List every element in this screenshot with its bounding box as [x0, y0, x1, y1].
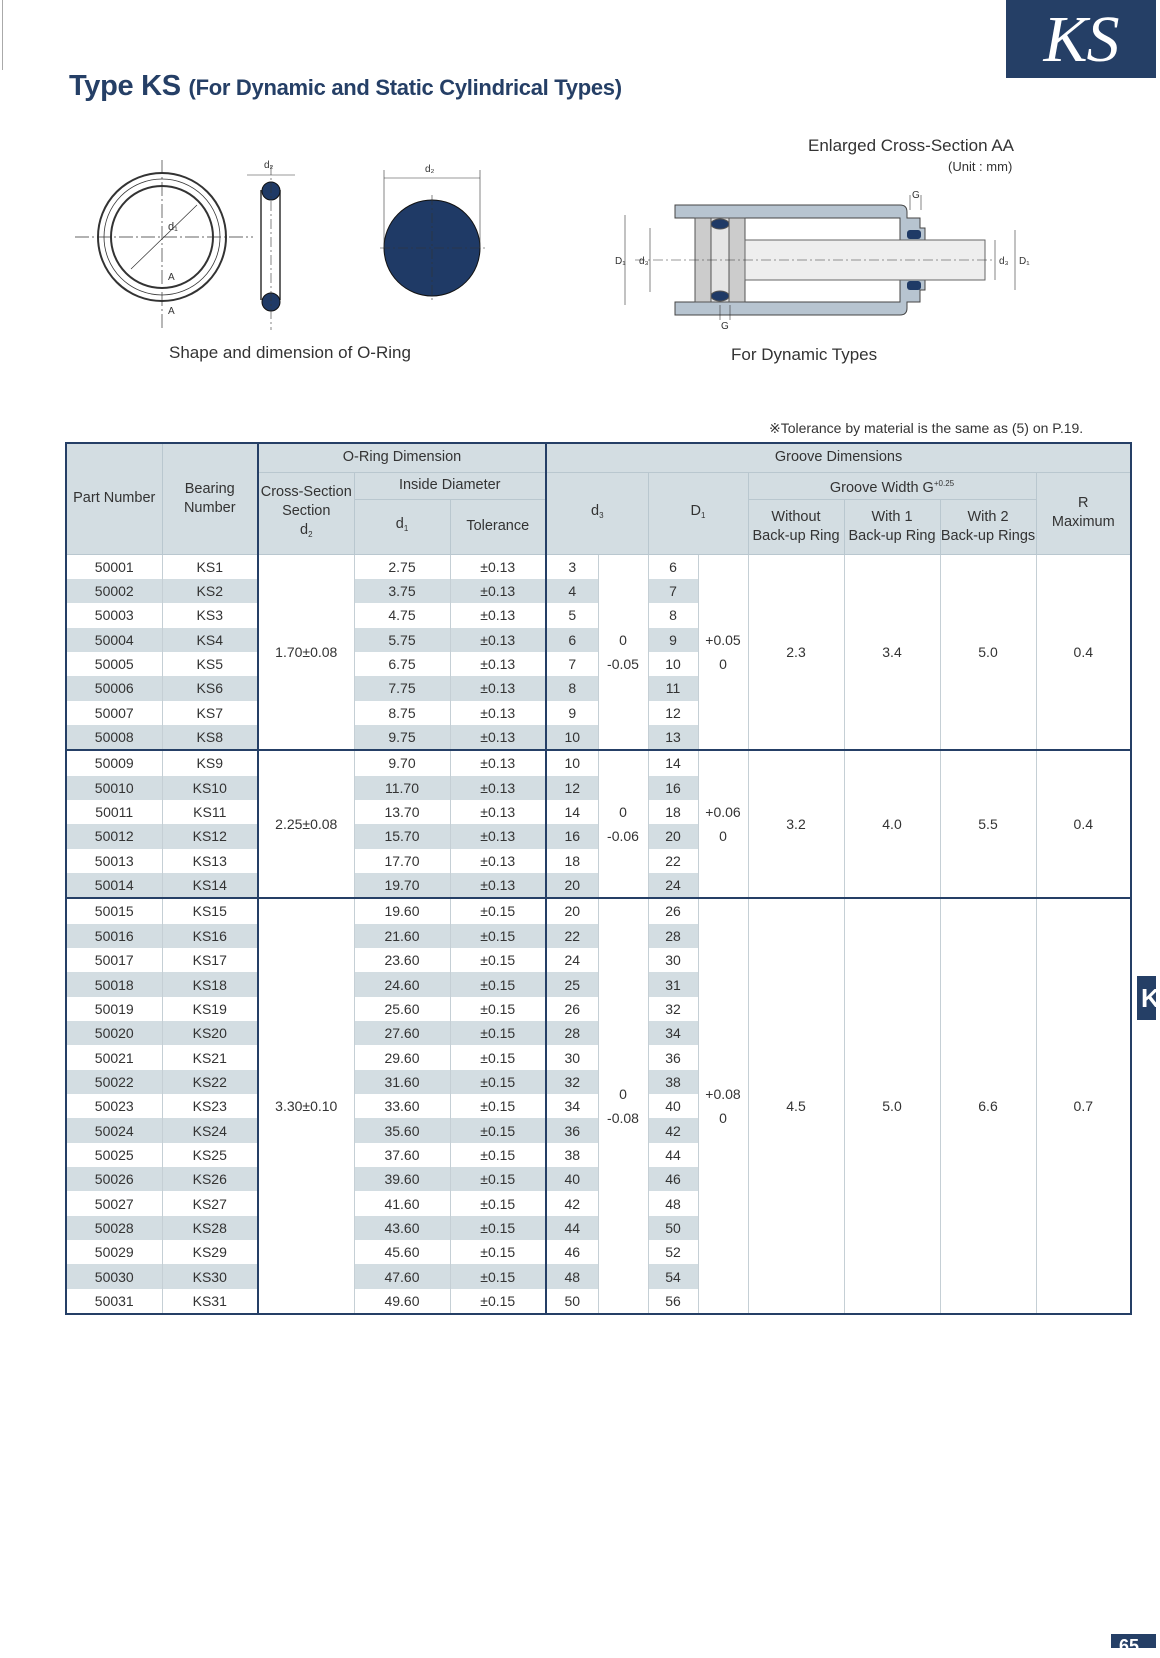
part-number-cell: 50029	[66, 1240, 162, 1264]
bearing-number-cell: KS16	[162, 924, 258, 948]
d3-tol-upper: 0	[619, 804, 627, 821]
d3-cell: 10	[546, 725, 598, 750]
D1-cell: 24	[648, 873, 698, 898]
tolerance-cell: ±0.15	[450, 1143, 546, 1167]
header-part-number: Part Number	[66, 443, 162, 554]
part-number-cell: 50024	[66, 1118, 162, 1142]
part-number-cell: 50021	[66, 1045, 162, 1069]
D1-cell: 54	[648, 1264, 698, 1288]
groove-with1-backup-cell: 4.0	[844, 750, 940, 898]
groove-with2-backup-cell: 5.5	[940, 750, 1036, 898]
D1-cell: 56	[648, 1289, 698, 1314]
d3-cell: 20	[546, 873, 598, 898]
tolerance-cell: ±0.13	[450, 776, 546, 800]
d3-cell: 44	[546, 1216, 598, 1240]
tolerance-cell: ±0.15	[450, 1289, 546, 1314]
table-row	[66, 898, 1131, 923]
d1-cell: 2.75	[354, 554, 450, 579]
D1-cell: 42	[648, 1118, 698, 1142]
d3-cell: 9	[546, 701, 598, 725]
d1-cell: 8.75	[354, 701, 450, 725]
part-number-cell: 50028	[66, 1216, 162, 1240]
bearing-number-cell: KS27	[162, 1191, 258, 1215]
D1-cell: 46	[648, 1167, 698, 1191]
part-number-cell: 50002	[66, 579, 162, 603]
part-number-cell: 50018	[66, 972, 162, 996]
d1-cell: 9.75	[354, 725, 450, 750]
part-number-cell: 50017	[66, 948, 162, 972]
d1-cell: 33.60	[354, 1094, 450, 1118]
d3-tolerance-cell	[598, 554, 648, 750]
d3-cell: 14	[546, 800, 598, 824]
tolerance-cell: ±0.13	[450, 579, 546, 603]
d3-cell: 34	[546, 1094, 598, 1118]
d1-cell: 5.75	[354, 628, 450, 652]
bearing-number-cell: KS13	[162, 849, 258, 873]
tolerance-cell: ±0.13	[450, 800, 546, 824]
d3-cell: 28	[546, 1021, 598, 1045]
d3-cell: 3	[546, 554, 598, 579]
bearing-number-cell: KS17	[162, 948, 258, 972]
bearing-number-cell: KS11	[162, 800, 258, 824]
bearing-number-cell: KS4	[162, 628, 258, 652]
bearing-number-cell: KS31	[162, 1289, 258, 1314]
tolerance-cell: ±0.15	[450, 1216, 546, 1240]
D1-cell: 32	[648, 997, 698, 1021]
svg-text:A: A	[168, 306, 175, 317]
header-with2-backup: With 2 Back-up Rings	[940, 499, 1036, 554]
d1-cell: 24.60	[354, 972, 450, 996]
d3-cell: 12	[546, 776, 598, 800]
part-number-cell: 50022	[66, 1070, 162, 1094]
cross-section-cell: 2.25±0.08	[258, 750, 354, 898]
d3-cell: 6	[546, 628, 598, 652]
d1-cell: 27.60	[354, 1021, 450, 1045]
header-without-backup: Without Back-up Ring	[748, 499, 844, 554]
D1-cell: 31	[648, 972, 698, 996]
part-number-cell: 50013	[66, 849, 162, 873]
tolerance-cell: ±0.13	[450, 676, 546, 700]
tolerance-cell: ±0.13	[450, 873, 546, 898]
part-number-cell: 50016	[66, 924, 162, 948]
D1-tolerance-cell	[698, 750, 748, 898]
part-number-cell: 50005	[66, 652, 162, 676]
header-d1: $d_1$	[354, 499, 450, 554]
d1-cell: 43.60	[354, 1216, 450, 1240]
svg-text:d₃: d₃	[999, 256, 1009, 267]
d3-cell: 36	[546, 1118, 598, 1142]
bearing-number-cell: KS3	[162, 603, 258, 627]
d3-cell: 22	[546, 924, 598, 948]
page-title	[69, 70, 622, 103]
tolerance-cell: ±0.13	[450, 652, 546, 676]
cross-section-title: Enlarged Cross-Section AA	[808, 136, 1014, 155]
tolerance-cell: ±0.15	[450, 1167, 546, 1191]
D1-cell: 10	[648, 652, 698, 676]
bearing-number-cell: KS6	[162, 676, 258, 700]
part-number-cell: 50025	[66, 1143, 162, 1167]
D1-cell: 7	[648, 579, 698, 603]
d3-tol-lower: -0.05	[607, 655, 639, 672]
d1-cell: 31.60	[354, 1070, 450, 1094]
d1-cell: 13.70	[354, 800, 450, 824]
D1-cell: 14	[648, 750, 698, 775]
tolerance-cell: ±0.13	[450, 849, 546, 873]
D1-cell: 16	[648, 776, 698, 800]
groove-with1-backup-cell: 5.0	[844, 898, 940, 1314]
tolerance-cell: ±0.13	[450, 628, 546, 652]
r-max-cell: 0.4	[1036, 750, 1131, 898]
bearing-number-cell: KS25	[162, 1143, 258, 1167]
D1-tol-lower: 0	[719, 655, 727, 672]
d1-cell: 35.60	[354, 1118, 450, 1142]
D1-cell: 26	[648, 898, 698, 923]
groove-with1-backup-cell: 3.4	[844, 554, 940, 750]
cross-section-cell: 1.70±0.08	[258, 554, 354, 750]
bearing-number-cell: KS14	[162, 873, 258, 898]
tolerance-cell: ±0.13	[450, 750, 546, 775]
part-number-cell: 50030	[66, 1264, 162, 1288]
r-max-cell: 0.7	[1036, 898, 1131, 1314]
d3-tolerance-cell	[598, 898, 648, 1314]
d1-cell: 11.70	[354, 776, 450, 800]
oring-side-view	[247, 160, 295, 330]
d3-cell: 24	[546, 948, 598, 972]
tolerance-cell: ±0.15	[450, 972, 546, 996]
D1-tol-upper: +0.06	[705, 804, 741, 821]
page-edge-line	[2, 0, 3, 70]
d3-cell: 10	[546, 750, 598, 775]
d1-cell: 4.75	[354, 603, 450, 627]
tolerance-cell: ±0.15	[450, 1094, 546, 1118]
D1-cell: 40	[648, 1094, 698, 1118]
groove-without-backup-cell: 2.3	[748, 554, 844, 750]
d3-tol-lower: -0.06	[607, 828, 639, 845]
D1-cell: 30	[648, 948, 698, 972]
d3-cell: 50	[546, 1289, 598, 1314]
d3-cell: 42	[546, 1191, 598, 1215]
d1-label: d₁	[168, 221, 178, 233]
section-tab: KS	[1006, 0, 1156, 78]
groove-with2-backup-cell: 5.0	[940, 554, 1036, 750]
bearing-number-cell: KS22	[162, 1070, 258, 1094]
tolerance-cell: ±0.13	[450, 554, 546, 579]
d3-cell: 46	[546, 1240, 598, 1264]
bearing-number-cell: KS21	[162, 1045, 258, 1069]
tolerance-cell: ±0.15	[450, 948, 546, 972]
part-number-cell: 50003	[66, 603, 162, 627]
bearing-number-cell: KS28	[162, 1216, 258, 1240]
svg-text:D₁: D₁	[1019, 256, 1030, 267]
svg-text:A: A	[168, 272, 175, 283]
unit-label: (Unit : mm)	[948, 159, 1013, 174]
oring-cross-section	[380, 164, 485, 300]
part-number-cell: 50010	[66, 776, 162, 800]
bearing-number-cell: KS15	[162, 898, 258, 923]
tolerance-cell: ±0.13	[450, 603, 546, 627]
part-number-cell: 50001	[66, 554, 162, 579]
header-oring-dimension: O-Ring Dimension	[258, 443, 546, 472]
bearing-number-cell: KS10	[162, 776, 258, 800]
part-number-cell: 50006	[66, 676, 162, 700]
tolerance-cell: ±0.13	[450, 701, 546, 725]
svg-text:D₁: D₁	[615, 256, 626, 267]
header-r-max: R Maximum	[1036, 472, 1131, 554]
table-row	[66, 750, 1131, 775]
tolerance-cell: ±0.15	[450, 1191, 546, 1215]
groove-without-backup-cell: 3.2	[748, 750, 844, 898]
D1-cell: 13	[648, 725, 698, 750]
tolerance-note: ※Tolerance by material is the same as (5) on P.19.	[769, 420, 1084, 436]
part-number-cell: 50023	[66, 1094, 162, 1118]
D1-cell: 9	[648, 628, 698, 652]
part-number-cell: 50007	[66, 701, 162, 725]
header-groove-dimensions: Groove Dimensions	[546, 443, 1131, 472]
D1-cell: 20	[648, 824, 698, 848]
tolerance-cell: ±0.13	[450, 824, 546, 848]
bearing-number-cell: KS30	[162, 1264, 258, 1288]
d3-tol-upper: 0	[619, 1086, 627, 1103]
bearing-number-cell: KS29	[162, 1240, 258, 1264]
d3-tol-lower: -0.08	[607, 1110, 639, 1127]
tolerance-cell: ±0.15	[450, 1118, 546, 1142]
d1-cell: 21.60	[354, 924, 450, 948]
oring-caption: Shape and dimension of O-Ring	[169, 343, 411, 362]
header-inside-diameter: Inside Diameter	[354, 472, 546, 499]
bearing-number-cell: KS26	[162, 1167, 258, 1191]
D1-cell: 50	[648, 1216, 698, 1240]
D1-tol-upper: +0.08	[705, 1086, 741, 1103]
bearing-number-cell: KS1	[162, 554, 258, 579]
D1-cell: 12	[648, 701, 698, 725]
bearing-number-cell: KS12	[162, 824, 258, 848]
cross-section-cell: 3.30±0.10	[258, 898, 354, 1314]
tolerance-cell: ±0.15	[450, 1045, 546, 1069]
D1-cell: 34	[648, 1021, 698, 1045]
bearing-number-cell: KS24	[162, 1118, 258, 1142]
d1-cell: 25.60	[354, 997, 450, 1021]
bearing-number-cell: KS5	[162, 652, 258, 676]
d3-cell: 30	[546, 1045, 598, 1069]
d1-cell: 15.70	[354, 824, 450, 848]
groove-without-backup-cell: 4.5	[748, 898, 844, 1314]
d1-cell: 7.75	[354, 676, 450, 700]
D1-cell: 28	[648, 924, 698, 948]
d3-cell: 32	[546, 1070, 598, 1094]
part-number-cell: 50020	[66, 1021, 162, 1045]
tolerance-cell: ±0.15	[450, 1240, 546, 1264]
d1-cell: 49.60	[354, 1289, 450, 1314]
D1-cell: 44	[648, 1143, 698, 1167]
tolerance-cell: ±0.15	[450, 1070, 546, 1094]
bearing-number-cell: KS20	[162, 1021, 258, 1045]
d1-cell: 37.60	[354, 1143, 450, 1167]
oring-diagram	[75, 150, 515, 330]
d3-cell: 7	[546, 652, 598, 676]
bearing-number-cell: KS7	[162, 701, 258, 725]
part-number-cell: 50009	[66, 750, 162, 775]
title-main: Type KS	[69, 70, 181, 102]
d3-tol-upper: 0	[619, 631, 627, 648]
d1-cell: 29.60	[354, 1045, 450, 1069]
svg-text:d₂: d₂	[425, 164, 435, 175]
tolerance-cell: ±0.15	[450, 924, 546, 948]
svg-text:d₂: d₂	[264, 160, 274, 171]
D1-cell: 52	[648, 1240, 698, 1264]
tolerance-cell: ±0.15	[450, 1264, 546, 1288]
d1-cell: 19.60	[354, 898, 450, 923]
D1-cell: 22	[648, 849, 698, 873]
d3-cell: 5	[546, 603, 598, 627]
tolerance-cell: ±0.15	[450, 997, 546, 1021]
bearing-number-cell: KS23	[162, 1094, 258, 1118]
D1-cell: 38	[648, 1070, 698, 1094]
part-number-cell: 50027	[66, 1191, 162, 1215]
part-number-cell: 50019	[66, 997, 162, 1021]
title-sub: (For Dynamic and Static Cylindrical Types)	[188, 75, 622, 100]
D1-cell: 18	[648, 800, 698, 824]
svg-text:d₃: d₃	[639, 256, 649, 267]
d1-cell: 17.70	[354, 849, 450, 873]
d3-cell: 20	[546, 898, 598, 923]
header-d3: $d_3$	[546, 472, 648, 554]
oring-front-view	[75, 160, 253, 328]
d1-cell: 23.60	[354, 948, 450, 972]
D1-cell: 11	[648, 676, 698, 700]
part-number-cell: 50011	[66, 800, 162, 824]
svg-text:G: G	[912, 190, 920, 201]
d3-cell: 38	[546, 1143, 598, 1167]
d3-cell: 25	[546, 972, 598, 996]
bearing-number-cell: KS9	[162, 750, 258, 775]
d3-cell: 26	[546, 997, 598, 1021]
d3-cell: 16	[546, 824, 598, 848]
d1-cell: 47.60	[354, 1264, 450, 1288]
d1-cell: 39.60	[354, 1167, 450, 1191]
header-bearing-number: Bearing Number	[162, 443, 258, 554]
d3-cell: 4	[546, 579, 598, 603]
d3-cell: 48	[546, 1264, 598, 1288]
d3-cell: 18	[546, 849, 598, 873]
bearing-number-cell: KS2	[162, 579, 258, 603]
svg-text:G: G	[721, 321, 729, 332]
tolerance-cell: ±0.13	[450, 725, 546, 750]
header-D1: $D_1$	[648, 472, 748, 554]
d1-cell: 19.70	[354, 873, 450, 898]
part-number-cell: 50015	[66, 898, 162, 923]
r-max-cell: 0.4	[1036, 554, 1131, 750]
d1-cell: 9.70	[354, 750, 450, 775]
header-cross-section: Cross-Section Section $d_2$	[258, 472, 354, 554]
d3-tolerance-cell	[598, 750, 648, 898]
D1-tol-upper: +0.05	[705, 631, 741, 648]
tolerance-cell: ±0.15	[450, 898, 546, 923]
tolerance-cell: ±0.15	[450, 1021, 546, 1045]
D1-cell: 36	[648, 1045, 698, 1069]
spec-table	[65, 442, 1132, 1315]
part-number-cell: 50012	[66, 824, 162, 848]
bearing-number-cell: KS18	[162, 972, 258, 996]
part-number-cell: 50026	[66, 1167, 162, 1191]
part-number-cell: 50008	[66, 725, 162, 750]
cross-section-diagram	[615, 190, 1035, 330]
d3-cell: 40	[546, 1167, 598, 1191]
D1-tol-lower: 0	[719, 828, 727, 845]
D1-tolerance-cell	[698, 554, 748, 750]
side-section-tab: K	[1137, 976, 1156, 1020]
D1-tol-lower: 0	[719, 1110, 727, 1127]
d1-cell: 41.60	[354, 1191, 450, 1215]
D1-cell: 8	[648, 603, 698, 627]
header-groove-width: Groove Width $G^{+0.25}$	[748, 472, 1036, 499]
bearing-number-cell: KS8	[162, 725, 258, 750]
table-row	[66, 554, 1131, 579]
header-tolerance: Tolerance	[450, 499, 546, 554]
D1-cell: 48	[648, 1191, 698, 1215]
d1-cell: 3.75	[354, 579, 450, 603]
spec-table-body	[66, 554, 1131, 1314]
d1-cell: 45.60	[354, 1240, 450, 1264]
part-number-cell: 50031	[66, 1289, 162, 1314]
bearing-number-cell: KS19	[162, 997, 258, 1021]
d3-cell: 8	[546, 676, 598, 700]
d1-cell: 6.75	[354, 652, 450, 676]
D1-cell: 6	[648, 554, 698, 579]
page-number: 65	[1111, 1634, 1156, 1648]
cross-section-caption: For Dynamic Types	[731, 345, 878, 364]
part-number-cell: 50004	[66, 628, 162, 652]
header-with1-backup: With 1 Back-up Ring	[844, 499, 940, 554]
part-number-cell: 50014	[66, 873, 162, 898]
groove-with2-backup-cell: 6.6	[940, 898, 1036, 1314]
D1-tolerance-cell	[698, 898, 748, 1314]
